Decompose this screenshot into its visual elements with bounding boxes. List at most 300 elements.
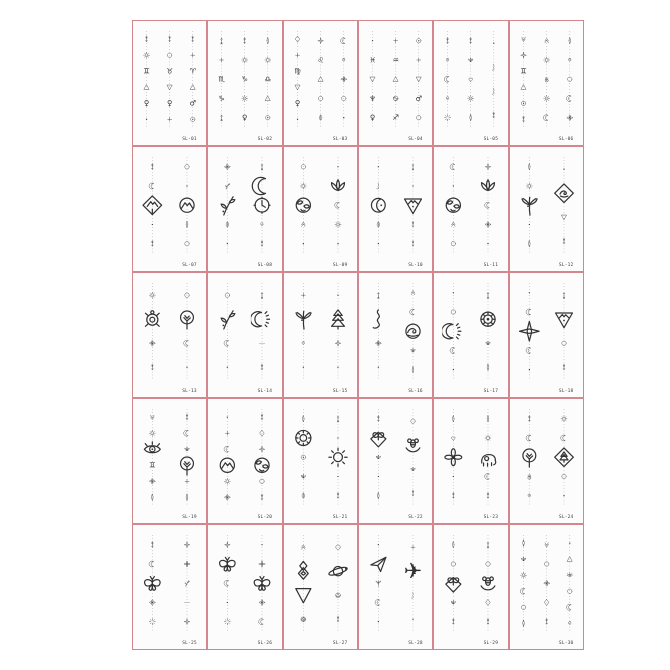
tattoo-sheet [509, 398, 584, 524]
sheet-code-label: SL-03 [332, 136, 348, 142]
dot-icon [337, 243, 338, 244]
dot-icon [227, 367, 228, 368]
sheet-artwork [361, 401, 430, 519]
dot-icon [563, 169, 564, 170]
branch-icon [221, 311, 235, 329]
paper-plane-icon [371, 557, 386, 571]
mandala-icon [481, 312, 495, 326]
moon-icon [334, 202, 338, 208]
flower-icon [225, 164, 231, 170]
moon-icon [560, 435, 564, 441]
circle-icon [411, 419, 415, 423]
sun-icon [242, 57, 248, 63]
triangle-icon [144, 85, 149, 90]
venus-icon: ♀ [369, 113, 376, 123]
mandala-icon [301, 617, 306, 622]
arrow-down-icon [563, 364, 565, 370]
tattoo-sheet [509, 146, 584, 272]
star-icon [184, 619, 190, 625]
moon-icon [566, 604, 570, 610]
flower-icon [150, 478, 156, 484]
mars-icon: ♂ [415, 93, 423, 103]
virgo-icon: ♍ [293, 66, 301, 76]
plus-icon [411, 545, 415, 549]
plus-icon [394, 39, 398, 43]
sheet-artwork [512, 23, 581, 141]
dot-icon [378, 166, 379, 167]
starburst-icon [225, 619, 231, 625]
dot-icon [378, 367, 379, 368]
arrow-down-icon [412, 221, 414, 227]
arrow-down-icon [528, 416, 530, 422]
butterfly-icon [145, 577, 161, 591]
circle-icon [185, 293, 189, 297]
palm-icon [376, 581, 381, 587]
moon-icon [149, 183, 153, 189]
circle-icon [486, 562, 490, 566]
dot-icon [372, 40, 373, 41]
leaf-icon [302, 493, 305, 498]
sheet-code-label: SL-11 [483, 262, 499, 268]
sheet-artwork [286, 527, 355, 645]
arrow-down-icon [453, 492, 455, 498]
tattoo-sheet [433, 20, 508, 146]
sheet-artwork [210, 23, 279, 141]
circle-dot-icon [266, 115, 270, 119]
lotus-icon [521, 557, 525, 561]
branch-icon [226, 183, 231, 189]
libra-icon: ♎ [264, 74, 272, 84]
dot-icon [186, 185, 187, 186]
tattoo-sheet [283, 524, 358, 650]
sunflower-icon [295, 430, 310, 445]
turtle-icon [145, 311, 159, 327]
plus-icon [417, 58, 421, 62]
butterfly-geo-icon [371, 432, 386, 447]
aquarius-icon: ♒ [392, 55, 399, 65]
mountain-triangle-icon [405, 199, 422, 214]
sheet-artwork [361, 275, 430, 393]
tattoo-sheet [509, 20, 584, 146]
venus-icon: ♀ [242, 113, 248, 123]
sheet-code-label: SL-17 [483, 388, 499, 394]
arrow-up-icon [563, 293, 565, 299]
dot-icon [453, 476, 454, 477]
clock-icon [254, 197, 270, 213]
palm-icon [296, 311, 311, 329]
tattoo-sheet [433, 146, 508, 272]
sun-icon [543, 57, 549, 63]
dot-icon [412, 619, 413, 620]
arrow-down-icon [412, 490, 414, 496]
arrow-down-icon [151, 542, 153, 548]
arrow-down-icon [244, 38, 246, 44]
tattoo-sheet-grid [132, 20, 584, 650]
dot-icon [227, 602, 228, 603]
sheet-code-label: SL-09 [332, 262, 348, 268]
sheet-artwork [361, 527, 430, 645]
arrow-down-icon [337, 492, 339, 498]
sheet-artwork [135, 275, 204, 393]
triangle-down-icon [167, 85, 172, 90]
aries-icon: ♈ [189, 66, 197, 76]
moon-icon [149, 561, 153, 567]
sheet-code-label: SL-24 [558, 514, 574, 520]
moon-icon [253, 177, 266, 194]
snake-icon [373, 310, 379, 328]
moon-icon [224, 580, 228, 586]
sheet-code-label: SL-27 [332, 640, 348, 646]
sheet-code-label: SL-04 [408, 136, 423, 142]
dot-icon [453, 292, 454, 293]
elephant-icon [482, 455, 496, 467]
sheet-code-label: SL-29 [483, 640, 499, 646]
sheet-artwork [210, 401, 279, 519]
eye-icon [567, 573, 572, 577]
arrow-down-icon [412, 240, 414, 246]
tattoo-sheet [132, 272, 207, 398]
snake-icon [411, 592, 413, 598]
tattoo-sheet [433, 398, 508, 524]
arrow-down-icon [522, 116, 524, 122]
tattoo-sheet [358, 524, 433, 650]
tattoo-sheet [358, 146, 433, 272]
tattoo-sheet [433, 524, 508, 650]
sheet-code-label: SL-16 [408, 388, 423, 394]
flower-icon [225, 494, 231, 500]
swirl-icon [302, 341, 305, 344]
tattoo-sheet [207, 524, 282, 650]
sun-icon [526, 183, 532, 189]
dot-icon [528, 292, 529, 293]
branch-icon [185, 580, 190, 586]
butterfly-icon [255, 577, 271, 591]
dot-icon [337, 367, 338, 368]
sheet-code-label: SL-06 [558, 136, 574, 142]
dot-icon [262, 544, 263, 545]
sheet-code-label: SL-20 [257, 514, 273, 520]
flower-icon [445, 449, 462, 466]
dot-icon [378, 243, 379, 244]
diamond-stack-icon [298, 561, 308, 579]
sheet-code-label: SL-19 [182, 514, 197, 520]
triangle-down-icon [416, 77, 421, 82]
sheet-artwork [135, 23, 204, 141]
dot-icon [378, 621, 379, 622]
pisces-icon: ♓ [369, 55, 376, 65]
sheet-artwork [286, 401, 355, 519]
sheet-code-label: SL-14 [257, 388, 273, 394]
arrow-down-icon [337, 616, 339, 622]
moon-sun-icon [442, 324, 461, 339]
moon-icon [485, 202, 489, 208]
triangle-icon [567, 557, 572, 562]
arrow-up-icon [487, 293, 489, 299]
arrow-down-icon [169, 36, 171, 42]
moon-icon [340, 38, 344, 44]
moon-icon [224, 446, 228, 452]
sun-icon [329, 448, 347, 466]
forest-diamond-icon [554, 448, 573, 467]
bee-moon-icon [481, 577, 495, 590]
tattoo-sheet [283, 398, 358, 524]
sheet-artwork [436, 527, 505, 645]
sheet-code-label: SL-12 [558, 262, 574, 268]
flower-icon [486, 222, 492, 228]
sheet-code-label: SL-01 [182, 136, 197, 142]
arrow-down-icon [146, 36, 148, 42]
arrow-down-icon [447, 38, 449, 44]
sheet-artwork [210, 149, 279, 267]
dot-icon [227, 243, 228, 244]
sheet-code-label: SL-08 [257, 262, 273, 268]
flower-icon [150, 600, 156, 606]
moon-icon [259, 619, 263, 625]
tattoo-sheet [358, 20, 433, 146]
leaf-icon [319, 115, 322, 120]
sheet-code-label: SL-10 [408, 262, 423, 268]
arrow-down-icon [487, 618, 489, 624]
arrow-down-icon [487, 492, 489, 498]
mountain-triangle-icon [555, 313, 572, 328]
starburst-icon [149, 619, 155, 625]
sheet-artwork [361, 149, 430, 267]
dot-icon [453, 185, 454, 186]
leaf-icon [226, 222, 229, 227]
arrow-down-icon [563, 238, 565, 244]
spear-icon [522, 540, 524, 547]
dot-icon [227, 417, 228, 418]
sheet-artwork [436, 23, 505, 141]
sun-icon [265, 57, 271, 63]
dot-icon [302, 243, 303, 244]
leaf-icon [377, 222, 380, 227]
sheet-code-label: SL-07 [182, 262, 197, 268]
compass-icon [519, 321, 539, 341]
capricorn-icon: ♑ [218, 93, 226, 103]
plus-icon [185, 479, 189, 483]
sun-icon [485, 435, 491, 441]
dot-icon [378, 476, 379, 477]
sheet-artwork [512, 275, 581, 393]
sheet-code-label: SL-15 [332, 388, 348, 394]
venus-icon: ♀ [166, 98, 173, 108]
circle-dot-icon [301, 455, 305, 459]
plus-icon [220, 58, 224, 62]
sheet-artwork [286, 23, 355, 141]
sheet-artwork [361, 23, 430, 141]
arrow-up-icon [337, 416, 339, 422]
tattoo-sheet [207, 20, 282, 146]
moon-icon [485, 474, 489, 480]
pine-icon [331, 310, 344, 329]
tattoo-sheet [283, 272, 358, 398]
moon-icon [184, 340, 188, 346]
sun-icon [149, 292, 155, 298]
tattoo-sheet [132, 524, 207, 650]
tattoo-sheet [433, 272, 508, 398]
dot-icon [337, 437, 338, 438]
sheet-artwork [436, 149, 505, 267]
moon-icon [520, 588, 524, 594]
triangle-down-icon [295, 589, 310, 603]
dot-icon [563, 495, 564, 496]
dot-icon [453, 369, 454, 370]
taurus-icon: ♉ [166, 66, 173, 76]
dot-icon [302, 367, 303, 368]
neptune-icon: ♆ [369, 93, 376, 103]
venus-icon: ♀ [294, 98, 300, 108]
sun-icon [144, 52, 150, 58]
fletching-icon [301, 545, 305, 549]
sheet-code-label: SL-13 [182, 388, 197, 394]
sheet-artwork [512, 401, 581, 519]
moon-icon [450, 348, 454, 354]
starburst-icon [445, 115, 451, 121]
circle-icon [185, 241, 189, 245]
scorpio-icon: ♏ [218, 74, 226, 84]
sheet-code-label: SL-05 [483, 136, 499, 142]
arrow-down-icon [377, 416, 379, 422]
flower-icon [260, 600, 266, 606]
dot-icon [378, 544, 379, 545]
tattoo-sheet [207, 146, 282, 272]
tattoo-sheet [132, 146, 207, 272]
moon-icon [526, 435, 530, 441]
moon-icon [224, 340, 228, 346]
gemini-icon: ♊ [519, 66, 527, 76]
tattoo-sheet [283, 146, 358, 272]
arrow-down-icon [151, 164, 153, 170]
lotus-icon [411, 348, 415, 352]
triangle-circle-icon [335, 593, 340, 598]
circle-icon [225, 293, 229, 297]
star-icon [520, 52, 526, 58]
arrow-down-icon [545, 618, 547, 624]
arrow-down-icon [261, 494, 263, 500]
palm-icon [522, 197, 537, 215]
triangle-icon [190, 85, 195, 90]
dot-icon [146, 119, 147, 120]
arrow-down-icon [192, 36, 194, 42]
triangle-down-icon [370, 77, 375, 82]
dot-icon [337, 476, 338, 477]
moon-sphere-icon [371, 198, 385, 212]
triangle-icon [521, 85, 526, 90]
sheet-code-label: SL-28 [408, 640, 423, 646]
moon-icon [184, 430, 188, 436]
diamond-mountain-icon [143, 196, 162, 215]
moon-icon [526, 348, 530, 354]
tattoo-sheet [207, 272, 282, 398]
moon-icon [543, 115, 547, 121]
sheet-code-label: SL-23 [483, 514, 499, 520]
swirl-icon [261, 223, 264, 226]
circle-icon [451, 562, 455, 566]
butterfly-icon [220, 557, 236, 571]
moon-icon [375, 600, 379, 606]
sheet-artwork [135, 401, 204, 519]
lotus-icon [301, 474, 305, 478]
arrow-down-icon [186, 414, 188, 420]
plus-icon [295, 53, 299, 57]
spear-icon [487, 364, 489, 371]
plane-icon: ✈ [403, 558, 423, 585]
moon-icon [445, 76, 449, 82]
tattoo-sheet [132, 20, 207, 146]
dot-icon [152, 224, 153, 225]
moon-icon [450, 164, 454, 170]
hamsa-icon [545, 77, 548, 82]
sheet-artwork [210, 275, 279, 393]
plus-icon [226, 431, 230, 435]
dot-icon [337, 166, 338, 167]
circle-dot-icon [191, 117, 195, 121]
dot-icon [337, 295, 338, 296]
sun-icon [225, 478, 231, 484]
sheet-code-label: SL-02 [257, 136, 273, 142]
butterfly-geo-icon [446, 577, 461, 592]
tattoo-sheet [207, 398, 282, 524]
sheet-artwork [286, 275, 355, 393]
arrow-down-icon [261, 240, 263, 246]
sun-icon [300, 183, 306, 189]
arrow-down-icon [151, 240, 153, 246]
plus-icon [168, 117, 172, 121]
dot-icon [412, 185, 413, 186]
arrow-down-icon [453, 618, 455, 624]
arrow-up-icon [261, 293, 263, 299]
bee-moon-icon [406, 439, 420, 452]
sheet-code-label: SL-25 [182, 640, 197, 646]
arrow-down-icon [493, 112, 495, 118]
arrow-up-icon [221, 38, 223, 44]
dot-icon [493, 43, 494, 44]
dot-icon [186, 367, 187, 368]
circle-icon [335, 545, 339, 549]
dot-icon [343, 117, 344, 118]
arrow-up-icon [221, 115, 223, 121]
dot-icon [528, 224, 529, 225]
swirl-icon [447, 97, 450, 100]
sheet-artwork [436, 275, 505, 393]
leo-icon: ♌ [317, 55, 324, 65]
arrow-up-icon [412, 164, 414, 170]
sheet-code-label: SL-18 [558, 388, 574, 394]
mars-icon: ♂ [189, 98, 197, 108]
arrow-down-icon [470, 38, 472, 44]
tattoo-sheet [132, 398, 207, 524]
heart-icon [469, 78, 473, 81]
eye-icon [144, 442, 160, 453]
circle-icon [567, 77, 571, 81]
plus-icon [301, 293, 305, 297]
sheet-code-label: SL-26 [257, 640, 273, 646]
sheet-artwork [286, 149, 355, 267]
star-icon [335, 340, 341, 346]
dot-icon [528, 369, 529, 370]
dot-icon [297, 119, 298, 120]
moon-sun-icon [251, 312, 270, 327]
sheet-code-label: SL-21 [332, 514, 348, 520]
diamond-icon [295, 36, 299, 42]
lotus-icon [452, 600, 456, 604]
sheet-artwork [436, 401, 505, 519]
circle-icon [544, 562, 548, 566]
circle-icon [417, 115, 421, 119]
tattoo-sheet [358, 272, 433, 398]
branch-icon [221, 197, 235, 215]
